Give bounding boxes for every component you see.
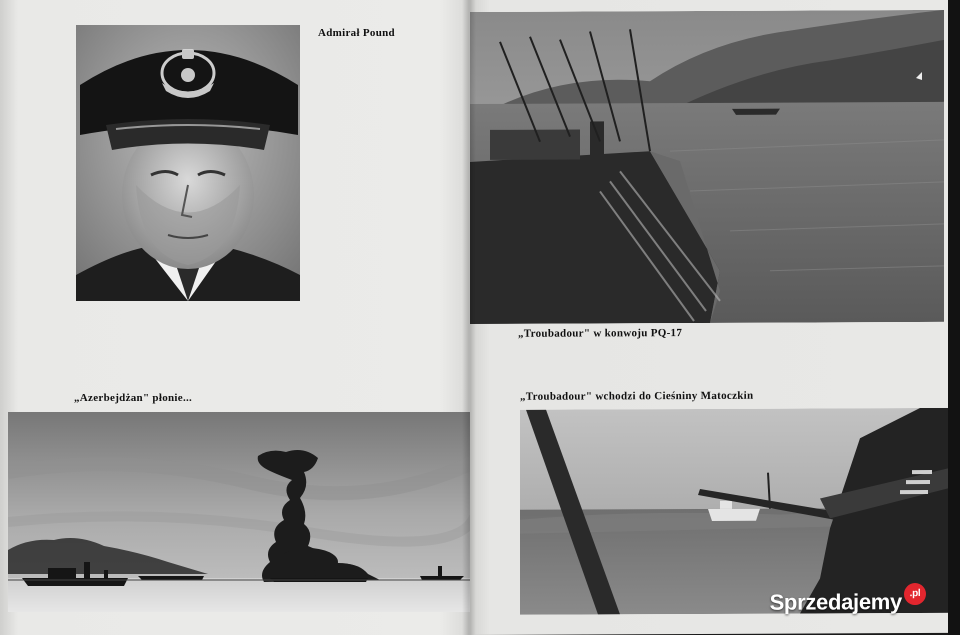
admiral-pound-portrait [76, 25, 300, 301]
watermark-text: Sprzedajemy [769, 589, 902, 615]
convoy-caption: „Troubadour" w konwoju PQ-17 [518, 327, 683, 340]
portrait-caption: Admirał Pound [318, 27, 395, 39]
burning-ship-caption: „Azerbejdżan" płonie... [74, 392, 193, 404]
troubadour-convoy-photo [470, 10, 944, 324]
sprzedajemy-watermark [770, 589, 926, 616]
watermark-badge: .pl [904, 583, 926, 605]
right-page [470, 0, 948, 635]
azerbejdzan-burning-photo [8, 412, 470, 612]
book-gutter [462, 0, 476, 635]
right-background-edge [948, 0, 960, 635]
troubadour-strait-photo [520, 408, 948, 615]
strait-caption: „Troubadour" wchodzi do Cieśniny Matoczkin [520, 389, 754, 403]
left-page [0, 0, 470, 635]
